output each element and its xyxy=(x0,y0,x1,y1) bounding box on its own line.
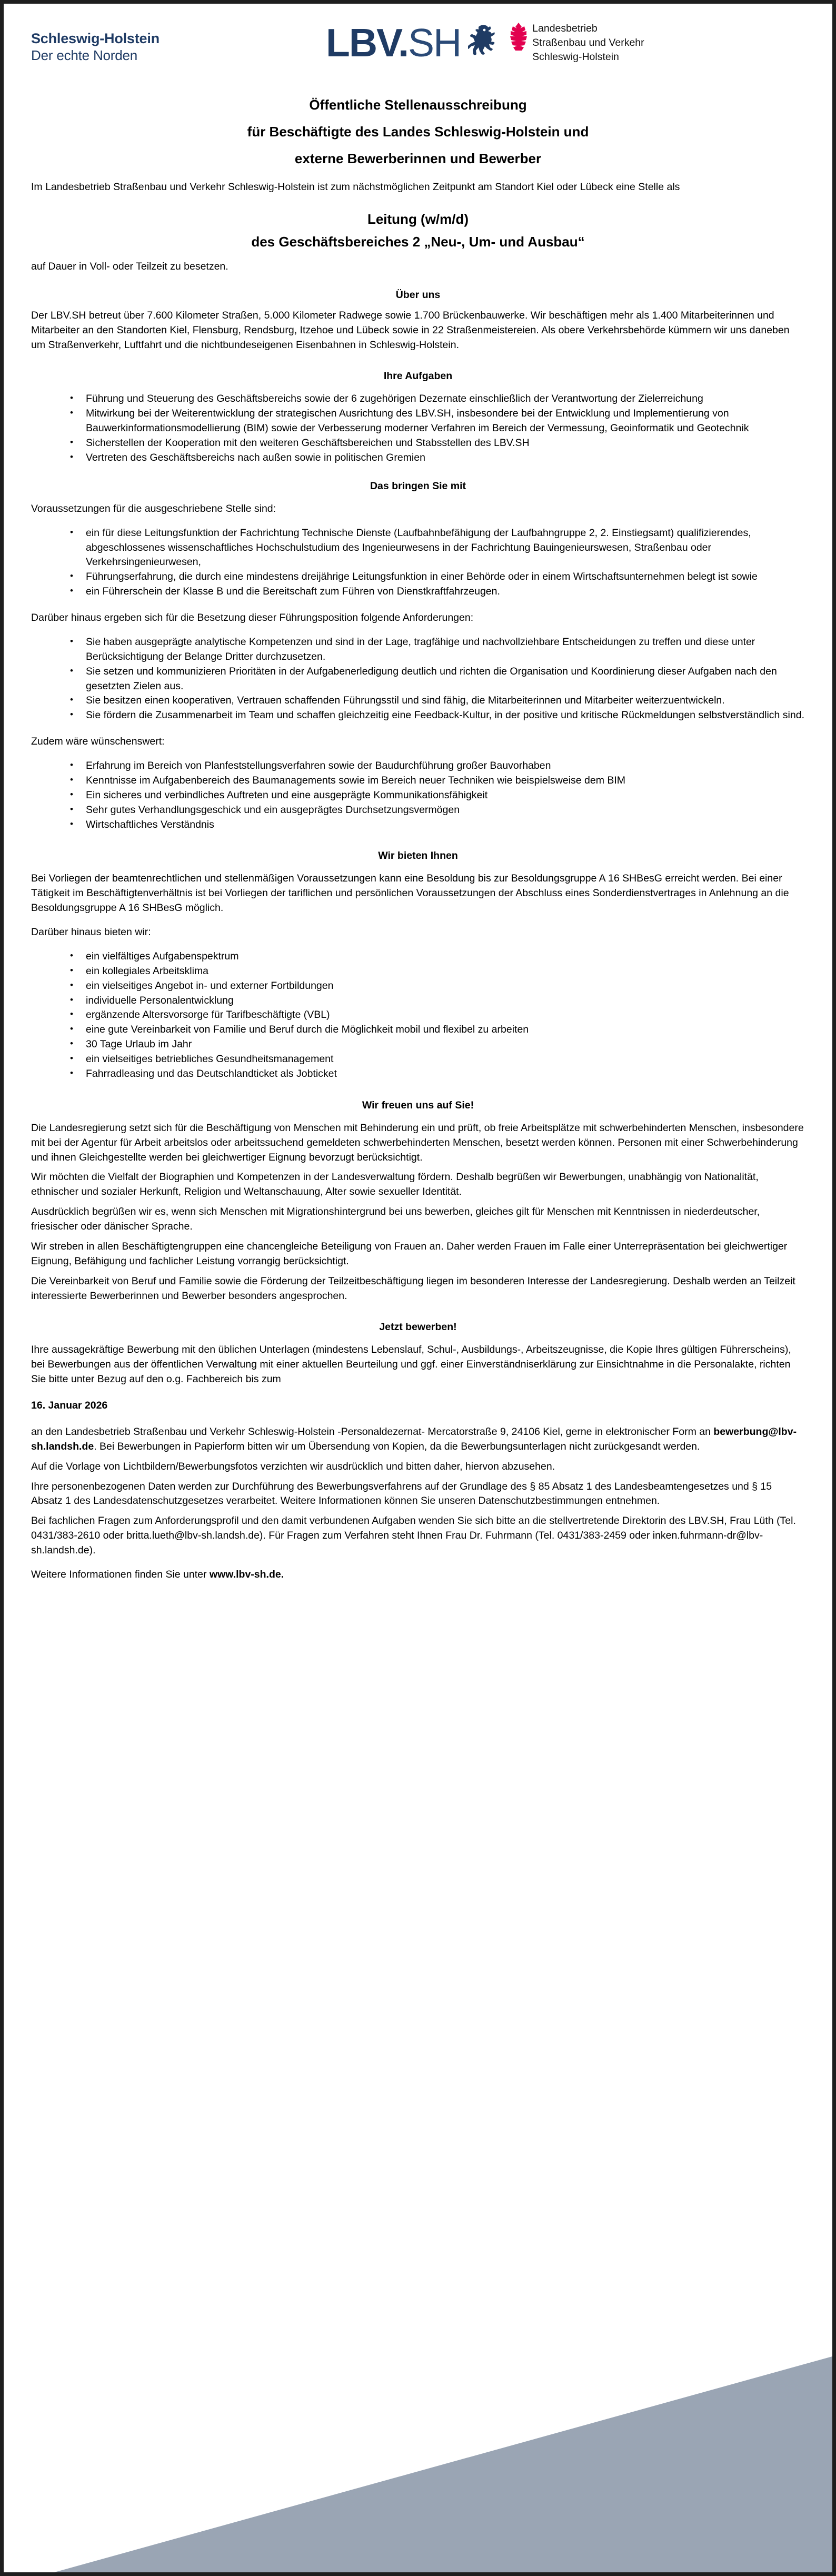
lbv-sub-line3: Schleswig-Holstein xyxy=(532,51,619,63)
job-title-line-2: des Geschäftsbereiches 2 „Neu-, Um- und Ausbau“ xyxy=(251,234,585,250)
intro-paragraph: Im Landesbetrieb Straßenbau und Verkehr Schleswig-Holstein ist zum nächstmöglichen Zeitpunkt am Standort Kiel oder Lübeck eine Stelle als xyxy=(31,181,680,193)
list-item: • ein Führerschein der Klasse B und die Bereitschaft zum Führen von Dienstkraftfahrzeugen. xyxy=(68,584,805,599)
list-item: • ein für diese Leitungsfunktion der Fachrichtung Technische Dienste (Laufbahnbefähigung der Laufbahngruppe 2, 2. Einstiegsamt) qualifizierendes, abgeschlossenes wissenschaftliches Hochschulstudium des Ingenieurwesens in der Fachrichtung Bauingenieurswesen, Straßenbau oder Verkehrsingenieurwesen, xyxy=(68,526,805,570)
apply-paragraph-1: Ihre aussagekräftige Bewerbung mit den üblichen Unterlagen (mindestens Lebenslauf, Schul-, Ausbildungs-, Arbeitszeugnisse, die Kopie Ihres gültigen Führerscheins), bei Bewerbungen aus der öffentlichen Verwaltung mit einer aktuellen Beurteilung und ggf. einer Einverständniserklärung zur Einsichtnahme in die Personalakte, richten Sie bitte unter Bezug auf den o.g. Fachbereich bis zum xyxy=(31,1344,791,1385)
section-heading-profile: Das bringen Sie mit xyxy=(370,480,466,492)
footer-more-info-pre: Weitere Informationen finden Sie unter xyxy=(31,1568,210,1580)
lbv-sub-line2: Straßenbau und Verkehr xyxy=(532,36,644,48)
lbv-wordmark xyxy=(326,20,461,65)
lbv-wordmark-sh: SH xyxy=(407,20,461,65)
list-item: • Führungserfahrung, die durch eine mindestens dreijährige Leitungsfunktion in einer Behörde oder in einem Wirtschaftsunternehmen belegt ist sowie xyxy=(68,570,805,584)
title-line-2: für Beschäftigte des Landes Schleswig-Holstein und xyxy=(247,123,589,140)
profile-lead-3: Zudem wäre wünschenswert: xyxy=(31,736,165,748)
footer-more-info-post: . xyxy=(281,1568,284,1580)
list-item: • eine gute Vereinbarkeit von Familie und Beruf durch die Möglichkeit mobil und flexibel zu arbeiten xyxy=(68,1023,805,1037)
profile-competencies-list xyxy=(31,635,805,723)
list-item: • Führung und Steuerung des Geschäftsbereichs sowie der 6 zugehörigen Dezernate einschließlich der Verantwortung der Zielerreichung xyxy=(68,392,805,407)
apply-address-pre: an den Landesbetrieb Straßenbau und Verkehr Schleswig-Holstein -Personaldezernat- Mercatorstraße 9, 24106 Kiel, gerne in elektronischer Form an xyxy=(31,1425,714,1438)
document-header xyxy=(31,17,805,80)
list-item: • Sicherstellen der Kooperation mit den weiteren Geschäftsbereichen und Stabsstellen des LBV.SH xyxy=(68,436,805,451)
list-item: • ergänzende Altersvorsorge für Tarifbeschäftigte (VBL) xyxy=(68,1008,805,1023)
lion-crest-icon xyxy=(468,23,505,63)
list-item: • Fahrradleasing und das Deutschlandticket als Jobticket xyxy=(68,1067,805,1082)
website-link[interactable]: www.lbv-sh.de xyxy=(209,1568,281,1580)
list-item: • Kenntnisse im Aufgabenbereich des Baumanagements sowie im Bereich neuer Techniken wie beispielsweise dem BIM xyxy=(68,774,805,788)
profile-lead-2: Darüber hinaus ergeben sich für die Besetzung dieser Führungsposition folgende Anforderungen: xyxy=(31,612,474,624)
apply-photo-paragraph: Auf die Vorlage von Lichtbildern/Bewerbungsfotos verzichten wir ausdrücklich und bitten daher, hiervon abzusehen. xyxy=(31,1460,555,1472)
sh-logo-line2: Der echte Norden xyxy=(31,47,138,63)
page-title xyxy=(31,95,805,169)
apply-data-protection-paragraph: Ihre personenbezogenen Daten werden zur Durchführung des Bewerbungsverfahrens auf der Grundlage des § 85 Absatz 1 des Landesbeamtengesetzes und § 15 Absatz 1 des Landesdatenschutzgesetzes verarbeitet. Weitere Informationen können Sie unseren Datenschutzbestimmungen entnehmen. xyxy=(31,1480,772,1507)
sh-logo-line1: Schleswig-Holstein xyxy=(31,31,160,46)
diversity-paragraph-5: Die Vereinbarkeit von Beruf und Familie sowie die Förderung der Teilzeitbeschäftigung liegen im besonderen Interesse der Landesregierung. Deshalb werden an Teilzeit interessierte Bewerberinnen und Bewerber besonders angesprochen. xyxy=(31,1275,795,1302)
crest-group xyxy=(468,22,644,64)
list-item: • Vertreten des Geschäftsbereichs nach außen sowie in politischen Gremien xyxy=(68,451,805,465)
list-item: • ein kollegiales Arbeitsklima xyxy=(68,964,805,979)
job-title-block xyxy=(31,210,805,252)
list-item: • Wirtschaftliches Verständnis xyxy=(68,818,805,833)
nettle-leaf-crest-icon xyxy=(507,23,530,63)
list-item: • Ein sicheres und verbindliches Auftreten und eine ausgeprägte Kommunikationsfähigkeit xyxy=(68,788,805,803)
profile-requirements-list xyxy=(31,526,805,599)
profile-lead: Voraussetzungen für die ausgeschriebene Stelle sind: xyxy=(31,502,276,514)
title-line-3: externe Bewerberinnen und Bewerber xyxy=(294,150,542,166)
about-paragraph: Der LBV.SH betreut über 7.600 Kilometer Straßen, 5.000 Kilometer Radwege sowie 1.700 Brückenbauwerke. Wir beschäftigen mehr als 1.400 Mitarbeiterinnen und Mitarbeiter an den Standorten Kiel, Flensburg, Rendsburg, Itzehoe und Lübeck sowie in 22 Straßenmeistereien. Als obere Verkehrsbehörde kümmern wir uns daneben um Straßenverkehr, Luftfahrt und die nichtbundeseigenen Eisenbahnen in Schleswig-Holstein. xyxy=(31,309,790,351)
footer-more-info xyxy=(31,1568,805,1582)
apply-address-paragraph xyxy=(31,1425,805,1454)
section-heading-diversity: Wir freuen uns auf Sie! xyxy=(362,1099,474,1111)
section-heading-apply: Jetzt bewerben! xyxy=(379,1321,457,1333)
section-heading-about: Über uns xyxy=(395,289,441,301)
list-item: • Mitwirkung bei der Weiterentwicklung der strategischen Ausrichtung des LBV.SH, insbesondere bei der Entwicklung und Implementierung von Bauwerkinformationsmodellierung (BIM) sowie der Verbesserung moderner Verfahren im Bereich der Vermessung, Geoinformatik und Geotechnik xyxy=(68,407,805,436)
list-item: • Sie fördern die Zusammenarbeit im Team und schaffen gleichzeitig eine Feedback-Kultur, in der positive und kritische Rückmeldungen selbstverständlich sind. xyxy=(68,708,805,723)
list-item: • Sie besitzen einen kooperativen, Vertrauen schaffenden Führungsstil und sind fähig, die Mitarbeiterinnen und Mitarbeiter weiterzuentwickeln. xyxy=(68,693,805,708)
schleswig-holstein-logo xyxy=(31,17,326,64)
lbv-sh-logo xyxy=(326,17,644,64)
list-item: • ein vielseitiges Angebot in- und externer Fortbildungen xyxy=(68,979,805,994)
apply-address-post: . Bei Bewerbungen in Papierform bitten wir um Übersendung von Kopien, da die Bewerbungsunterlagen nicht zurückgesandt werden. xyxy=(94,1440,700,1452)
list-item: • Sie haben ausgeprägte analytische Kompetenzen und sind in der Lage, tragfähige und nachvollziehbare Entscheidungen zu treffen und diese unter Berücksichtigung der Belange Dritter durchzusetzen. xyxy=(68,635,805,665)
offer-paragraph: Bei Vorliegen der beamtenrechtlichen und stellenmäßigen Voraussetzungen kann eine Besoldung bis zur Besoldungsgruppe A 16 SHBesG erreicht werden. Bei einer Tätigkeit im Beschäftigtenverhältnis ist bei Vorliegen der tariflichen und persönlichen Voraussetzungen der Abschluss eines Sonderdienstvertrages in Anlehnung an die Besoldungsgruppe A 16 SHBesG möglich. xyxy=(31,873,789,914)
lbv-wordmark-main: LBV xyxy=(326,20,399,65)
diversity-paragraph-4: Wir streben in allen Beschäftigtengruppen eine chancengleiche Beteiligung von Frauen an. Daher werden Frauen im Falle einer Unterrepräsentation bei gleichwertiger Eignung, Befähigung und fachlicher Leistung vorrangig berücksichtigt. xyxy=(31,1240,788,1267)
lbv-sub-text xyxy=(532,22,644,64)
lbv-sub-line1: Landesbetrieb xyxy=(532,23,598,34)
section-heading-offer: Wir bieten Ihnen xyxy=(378,850,458,862)
profile-desirable-list xyxy=(31,759,805,832)
list-item: • Sehr gutes Verhandlungsgeschick und ein ausgeprägtes Durchsetzungsvermögen xyxy=(68,803,805,818)
diversity-paragraph-2: Wir möchten die Vielfalt der Biographien und Kompetenzen in der Landesverwaltung fördern. Deshalb begrüßen wir Bewerbungen, unabhängig von Nationalität, ethnischer und sozialer Herkunft, Religion und Weltanschauung, Alter sowie sexueller Identität. xyxy=(31,1171,759,1198)
tasks-list xyxy=(31,392,805,465)
apply-email-link[interactable]: bewerbung@lbv-sh.landsh.de xyxy=(31,1425,797,1452)
title-line-1: Öffentliche Stellenausschreibung xyxy=(309,97,527,113)
diversity-paragraph-1: Die Landesregierung setzt sich für die Beschäftigung von Menschen mit Behinderung ein und prüft, ob freie Arbeitsplätze mit schwerbehinderten Menschen, insbesondere mit bei der Agentur für Arbeit arbeitslos oder arbeitssuchend gemeldeten schwerbehinderten Menschen, besetzt werden können. Personen mit einer Schwerbehinderung und ihnen Gleichgestellte werden bei gleichwertiger Eignung bevorzugt berücksichtigt. xyxy=(31,1122,804,1163)
list-item: • individuelle Personalentwicklung xyxy=(68,994,805,1008)
offer-benefits-list xyxy=(31,949,805,1082)
list-item: • 30 Tage Urlaub im Jahr xyxy=(68,1037,805,1052)
offer-lead: Darüber hinaus bieten wir: xyxy=(31,926,151,938)
list-item: • ein vielfältiges Aufgabenspektrum xyxy=(68,949,805,964)
job-terms-line: auf Dauer in Voll- oder Teilzeit zu besetzen. xyxy=(31,260,228,272)
list-item: • Erfahrung im Bereich von Planfeststellungsverfahren sowie der Baudurchführung großer Bauvorhaben xyxy=(68,759,805,774)
section-heading-tasks: Ihre Aufgaben xyxy=(383,370,453,382)
list-item: • ein vielseitiges betriebliches Gesundheitsmanagement xyxy=(68,1052,805,1067)
lbv-wordmark-dot: . xyxy=(398,20,408,65)
job-title-line-1: Leitung (w/m/d) xyxy=(367,211,469,227)
application-deadline: 16. Januar 2026 xyxy=(31,1400,108,1412)
list-item: • Sie setzen und kommunizieren Prioritäten in der Aufgabenerledigung deutlich und richten die Organisation und Koordinierung dieser Aufgaben nach den gesetzten Zielen aus. xyxy=(68,665,805,694)
apply-contact-paragraph: Bei fachlichen Fragen zum Anforderungsprofil und den damit verbundenen Aufgaben wenden Sie sich bitte an die stellvertretende Direktorin des LBV.SH, Frau Lüth (Tel. 0431/383-2610 oder britta.lueth@lbv-sh.landsh.de). Für Fragen zum Verfahren steht Ihnen Frau Dr. Fuhrmann (Tel. 0431/383-2459 oder inken.fuhrmann-dr@lbv-sh.landsh.de). xyxy=(31,1515,796,1557)
diversity-paragraph-3: Ausdrücklich begrüßen wir es, wenn sich Menschen mit Migrationshintergrund bei uns bewerben, gleiches gilt für Menschen mit Kenntnissen in niederdeutscher, friesischer oder dänischer Sprache. xyxy=(31,1206,760,1233)
corner-wedge-decoration xyxy=(0,2325,832,2572)
